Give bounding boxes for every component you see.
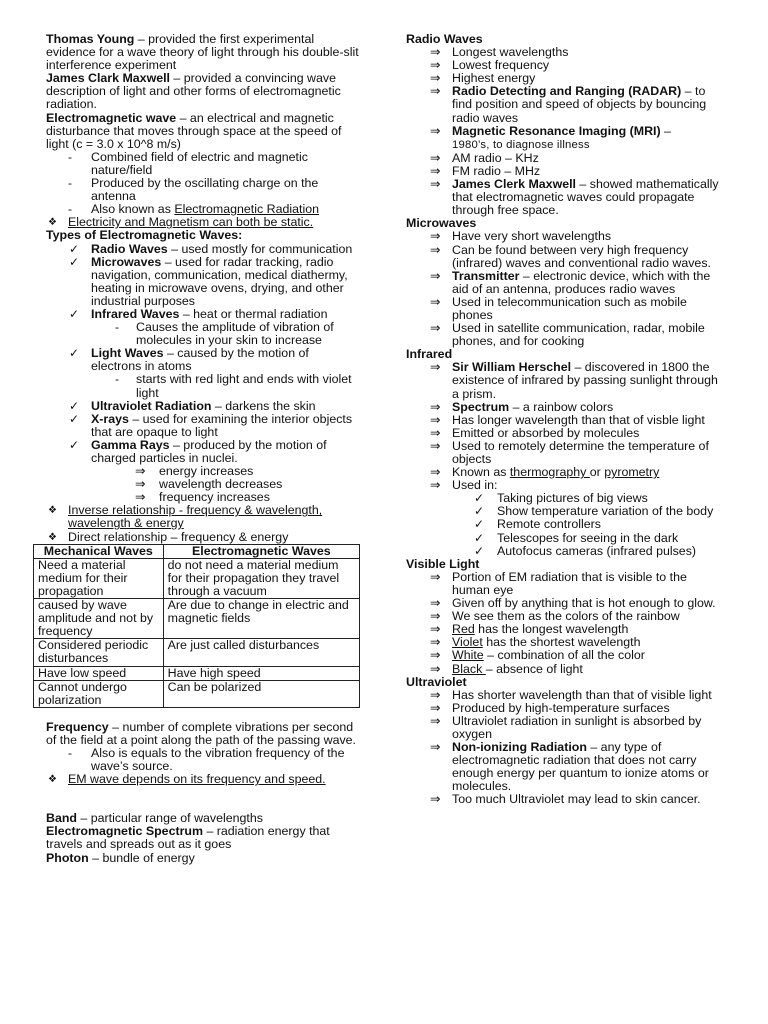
diamond-bullet-icon: ❖ <box>48 774 57 786</box>
table-row <box>34 639 360 666</box>
section-heading: Microwaves <box>406 216 477 231</box>
arrow-icon: ⇒ <box>430 360 441 375</box>
list-item: - Also is equals to the vibration frequency of the wave’s source. <box>68 745 345 774</box>
list-item: ⇒ AM radio – KHz <box>430 150 539 165</box>
arrow-icon: ⇒ <box>430 609 441 624</box>
table-cell: Are due to change in electric and magnetic fields <box>163 599 359 639</box>
frequency-paragraph <box>46 721 362 747</box>
arrow-icon: ⇒ <box>430 399 441 414</box>
section-heading: Infrared <box>406 347 453 362</box>
list-item: ⇒ Magnetic Resonance Imaging (MRI) – 1980’s, to diagnose illness <box>430 123 671 151</box>
list-item: ⇒ Too much Ultraviolet may lead to skin cancer. <box>430 792 701 807</box>
list-item: ⇒ Used to remotely determine the temperature of objects <box>430 438 709 466</box>
list-item: ⇒ Lowest frequency <box>430 58 550 73</box>
list-item: ✓ Show temperature variation of the body <box>474 504 714 519</box>
list-item: ❖ Inverse relationship - frequency & wavelength, wavelength & energy <box>48 503 323 531</box>
list-item: ⇒ wavelength decreases <box>135 477 283 492</box>
arrow-icon: ⇒ <box>430 71 441 86</box>
section-heading: Visible Light <box>406 556 480 571</box>
dash-bullet-icon: - <box>68 202 72 217</box>
check-icon: ✓ <box>474 543 485 558</box>
arrow-icon: ⇒ <box>430 700 441 715</box>
check-icon: ✓ <box>69 306 80 321</box>
comparison-table <box>33 544 360 708</box>
term: Frequency <box>46 719 109 734</box>
arrow-icon: ⇒ <box>430 294 441 309</box>
young-paragraph <box>46 33 362 72</box>
arrow-icon: ⇒ <box>430 229 441 244</box>
table-row <box>34 680 360 707</box>
list-item: ⇒ Portion of EM radiation that is visible to the human eye <box>430 569 687 597</box>
right-column <box>406 33 726 807</box>
check-icon: ✓ <box>69 398 80 413</box>
arrow-icon: ⇒ <box>430 622 441 637</box>
list-item: ⇒ Transmitter – electronic device, which with the aid of an antenna, produces radio waves <box>430 268 711 296</box>
list-item: ⇒ Radio Detecting and Ranging (RADAR) – to find position and speed of objects by bouncing radio waves <box>430 84 707 125</box>
list-item: ⇒ Used in telecommunication such as mobile phones <box>430 294 687 322</box>
list-item: ⇒ James Clerk Maxwell – showed mathematically that electromagnetic waves could propagate through free space. <box>430 177 719 218</box>
check-icon: ✓ <box>474 530 485 545</box>
list-item: ✓ Ultraviolet Radiation – darkens the skin <box>69 398 316 413</box>
definition: – bundle of energy <box>88 850 195 865</box>
table-header: Mechanical Waves <box>34 544 164 558</box>
arrow-icon: ⇒ <box>430 242 441 257</box>
table-row <box>34 558 360 598</box>
list-item: ⇒ FM radio – MHz <box>430 163 541 178</box>
list-item: ✓ Gamma Rays – produced by the motion of charged particles in nuclei. <box>69 437 327 465</box>
check-icon: ✓ <box>474 504 485 519</box>
table-cell: Cannot undergo polarization <box>34 680 164 707</box>
term: Band <box>46 811 77 826</box>
list-item: ⇒ Red has the longest wavelength <box>430 622 629 637</box>
list-item: ✓ Radio Waves – used mostly for communication <box>69 241 353 256</box>
list-item: ⇒ Given off by anything that is hot enough to glow. <box>430 596 716 611</box>
table-row <box>34 666 360 680</box>
list-item: ❖ EM wave depends on its frequency and speed. <box>48 772 326 787</box>
table-header-row <box>34 544 360 558</box>
arrow-icon: ⇒ <box>430 569 441 584</box>
arrow-icon: ⇒ <box>430 740 441 755</box>
check-icon: ✓ <box>69 346 80 361</box>
list-item: ⇒ Has shorter wavelength than that of visible light <box>430 687 712 702</box>
list-item: ✓ Telescopes for seeing in the dark <box>474 530 679 545</box>
arrow-icon: ⇒ <box>430 687 441 702</box>
definition: – number of complete vibrations per second of the field at a point along the path of the passing wave. <box>46 719 356 747</box>
photon-paragraph <box>46 852 362 865</box>
arrow-icon: ⇒ <box>430 58 441 73</box>
list-item: ⇒ Have very short wavelengths <box>430 229 612 244</box>
arrow-icon: ⇒ <box>430 661 441 676</box>
list-item: ⇒ Non-ionizing Radiation – any type of electromagnetic radiation that does not carry enough energy per quantum to ionize atoms or molecules. <box>430 740 709 794</box>
list-item: ⇒ Known as thermography or pyrometry <box>430 465 660 480</box>
check-icon: ✓ <box>69 437 80 452</box>
list-item: ✓ Autofocus cameras (infrared pulses) <box>474 543 697 558</box>
arrow-icon: ⇒ <box>430 713 441 728</box>
arrow-icon: ⇒ <box>430 478 441 493</box>
list-item: ⇒ Sir William Herschel – discovered in 1800 the existence of infrared by passing sunlight through a prism. <box>430 360 718 401</box>
list-item: - Combined field of electric and magnetic nature/field <box>68 149 308 177</box>
check-icon: ✓ <box>474 517 485 532</box>
table-cell: caused by wave amplitude and not by frequency <box>34 599 164 639</box>
arrow-icon: ⇒ <box>430 45 441 60</box>
term: James Clark Maxwell <box>46 71 170 86</box>
list-item: ⇒ Can be found between very high frequency (infrared) waves and conventional radio waves. <box>430 242 711 270</box>
list-item: ⇒ Emitted or absorbed by molecules <box>430 425 640 440</box>
table-cell: Can be polarized <box>163 680 359 707</box>
list-item: ⇒ We see them as the colors of the rainbow <box>430 609 680 624</box>
arrow-icon: ⇒ <box>430 438 441 453</box>
term: Photon <box>46 850 89 865</box>
left-column <box>38 32 362 865</box>
list-item: ❖ Direct relationship – frequency & energy <box>48 529 289 544</box>
arrow-icon: ⇒ <box>430 321 441 336</box>
arrow-icon: ⇒ <box>430 412 441 427</box>
list-item: ⇒ energy increases <box>135 464 254 479</box>
list-item: ✓ X-rays – used for examining the interior objects that are opaque to light <box>69 411 353 439</box>
list-item: ⇒ Longest wavelengths <box>430 45 569 60</box>
dash-bullet-icon: - <box>115 320 119 335</box>
list-item: ⇒ frequency increases <box>135 490 270 505</box>
arrow-icon: ⇒ <box>430 635 441 650</box>
arrow-icon: ⇒ <box>135 464 146 479</box>
term: Thomas Young <box>46 32 135 46</box>
list-item: ⇒ Spectrum – a rainbow colors <box>430 399 614 414</box>
table-cell: Have low speed <box>34 666 164 680</box>
term: Electromagnetic Spectrum <box>46 824 203 839</box>
list-item: ❖ Electricity and Magnetism can both be static. <box>48 215 314 230</box>
list-item: - Also known as Electromagnetic Radiation <box>68 202 319 217</box>
table-cell: Considered periodic disturbances <box>34 639 164 666</box>
list-item: ⇒ Has longer wavelength than that of visble light <box>430 412 705 427</box>
check-icon: ✓ <box>69 411 80 426</box>
table-cell: Need a material medium for their propagation <box>34 558 164 598</box>
definition: – provided the first experimental evidence for a wave theory of light through his double-slit interference experiment <box>46 32 359 73</box>
arrow-icon: ⇒ <box>430 150 441 165</box>
diamond-bullet-icon: ❖ <box>48 531 57 543</box>
section-heading: Radio Waves <box>406 32 483 46</box>
arrow-icon: ⇒ <box>430 792 441 807</box>
list-item: ⇒ Used in: <box>430 478 498 493</box>
arrow-icon: ⇒ <box>430 596 441 611</box>
list-item: ⇒ White – combination of all the color <box>430 648 645 663</box>
definition: – radiation energy that travels and spreads out as it goes <box>46 824 330 852</box>
table-cell: do not need a material medium for their propagation they travel through a vacuum <box>163 558 359 598</box>
dash-bullet-icon: - <box>115 372 119 387</box>
list-item: - starts with red light and ends with violet light <box>115 372 352 400</box>
list-item: ⇒ Ultraviolet radiation in sunlight is absorbed by oxygen <box>430 713 702 741</box>
list-item: ✓ Microwaves – used for radar tracking, radio navigation, communication, medical diathermy, heating in microwave ovens, drying, and other industrial purposes <box>69 254 348 308</box>
list-item: - Causes the amplitude of vibration of molecules in your skin to increase <box>115 320 334 348</box>
definition: – particular range of wavelengths <box>76 811 263 826</box>
dash-bullet-icon: - <box>68 149 72 164</box>
check-icon: ✓ <box>474 491 485 506</box>
list-item: ✓ Remote controllers <box>474 517 601 532</box>
arrow-icon: ⇒ <box>430 84 441 99</box>
term: Electromagnetic wave <box>46 110 177 125</box>
arrow-icon: ⇒ <box>430 163 441 178</box>
diamond-bullet-icon: ❖ <box>48 217 57 229</box>
arrow-icon: ⇒ <box>135 477 146 492</box>
arrow-icon: ⇒ <box>430 177 441 192</box>
arrow-icon: ⇒ <box>135 490 146 505</box>
list-item: ✓ Taking pictures of big views <box>474 491 648 506</box>
list-item: ⇒ Violet has the shortest wavelength <box>430 635 641 650</box>
dash-bullet-icon: - <box>68 176 72 191</box>
arrow-icon: ⇒ <box>430 465 441 480</box>
section-heading: Types of Electromagnetic Waves: <box>46 228 243 243</box>
dash-bullet-icon: - <box>68 745 72 760</box>
arrow-icon: ⇒ <box>430 648 441 663</box>
arrow-icon: ⇒ <box>430 425 441 440</box>
table-cell: Have high speed <box>163 666 359 680</box>
arrow-icon: ⇒ <box>430 123 441 138</box>
list-item: ✓ Infrared Waves – heat or thermal radiation <box>69 306 328 321</box>
check-icon: ✓ <box>69 241 80 256</box>
definition: – an electrical and magnetic disturbance that moves through space at the speed of light (c = 3.0 x 10^8 m/s) <box>46 110 342 151</box>
list-item: ⇒ Produced by high-temperature surfaces <box>430 700 670 715</box>
list-item: ⇒ Black – absence of light <box>430 661 583 676</box>
definition: – provided a convincing wave description of light and other forms of electromagnetic radiation. <box>46 71 341 112</box>
maxwell-paragraph <box>46 72 362 111</box>
em-wave-paragraph <box>46 112 362 151</box>
table-cell: Are just called disturbances <box>163 639 359 666</box>
list-item: ✓ Light Waves – caused by the motion of electrons in atoms <box>69 346 309 374</box>
diamond-bullet-icon: ❖ <box>48 505 57 517</box>
table-header: Electromagnetic Waves <box>163 544 359 558</box>
list-item: ⇒ Used in satellite communication, radar, mobile phones, and for cooking <box>430 321 705 349</box>
list-item: ⇒ Highest energy <box>430 71 536 86</box>
list-item: - Produced by the oscillating charge on the antenna <box>68 176 319 204</box>
check-icon: ✓ <box>69 254 80 269</box>
table-row <box>34 599 360 639</box>
spectrum-paragraph <box>46 825 362 851</box>
section-heading: Ultraviolet <box>406 674 467 689</box>
arrow-icon: ⇒ <box>430 268 441 283</box>
